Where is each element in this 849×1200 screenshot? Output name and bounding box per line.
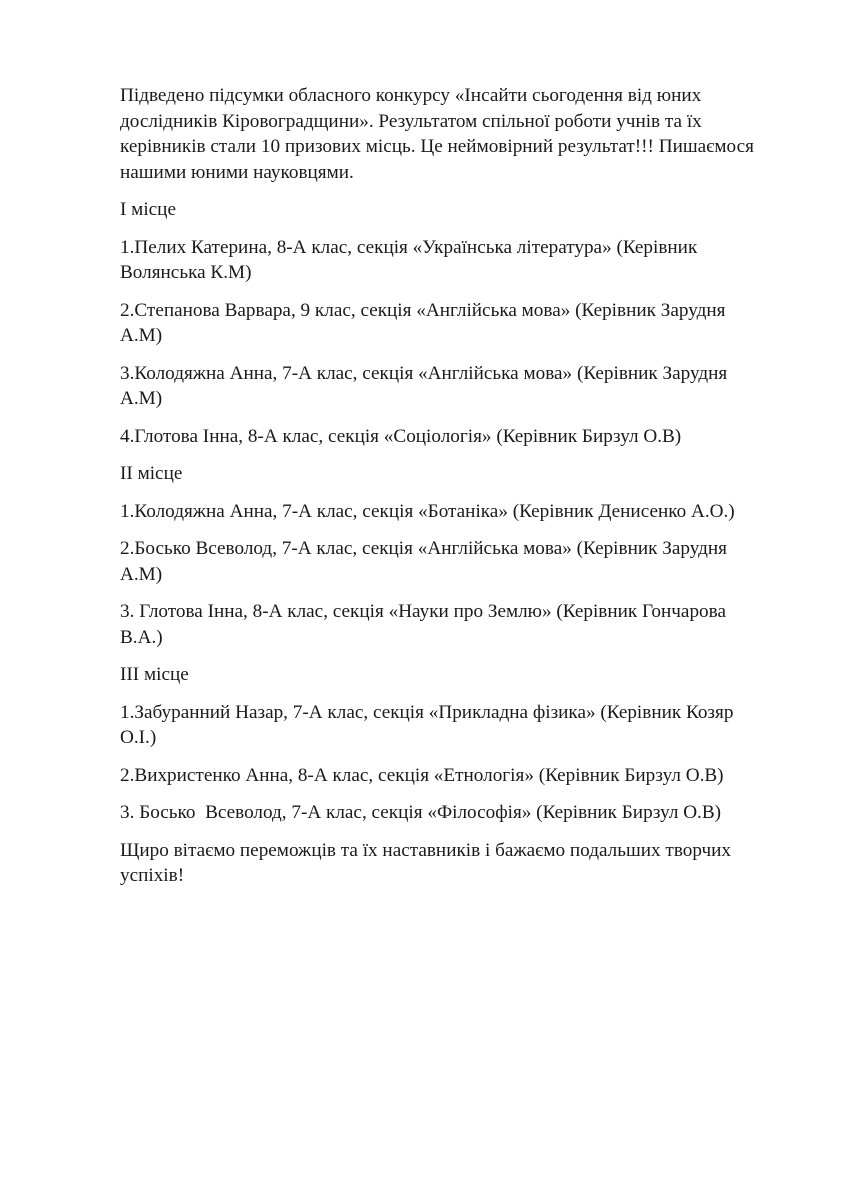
entry-line: 2.Степанова Варвара, 9 клас, секція «Англійська мова» (Керівник Зарудня <box>120 299 726 321</box>
intro-line: дослідників Кіровоградщини». Результатом спільної роботи учнів та їх <box>120 110 702 132</box>
entry-line: 1.Забуранний Назар, 7-А клас, секція «Прикладна фізика» (Керівник Козяр <box>120 701 734 723</box>
entry-line: В.А.) <box>120 626 163 648</box>
second-place-entry-3 <box>120 599 770 650</box>
entry-line: 3. Глотова Інна, 8-А клас, секція «Науки про Землю» (Керівник Гончарова <box>120 601 726 622</box>
third-place-entry-3 <box>120 800 770 826</box>
second-place-entry-2 <box>120 536 770 587</box>
entry-line: 1.Пелих Катерина, 8-А клас, секція «Українська література» (Керівник <box>120 236 698 258</box>
entry-line: 2.Босько Всеволод, 7-А клас, секція «Англійська мова» (Керівник Зарудня <box>120 538 727 559</box>
entry-line: 2.Вихристенко Анна, 8-А клас, секція «Етнологія» (Керівник Бирзул О.В) <box>120 764 724 786</box>
entry-line: 4.Глотова Інна, 8-А клас, секція «Соціологія» (Керівник Бирзул О.В) <box>120 425 682 447</box>
first-place-entry-1 <box>120 235 770 286</box>
entry-line: 1.Колодяжна Анна, 7-А клас, секція «Ботаніка» (Керівник Денисенко А.О.) <box>120 500 735 522</box>
intro-line: Підведено підсумки обласного конкурсу «Інсайти сьогодення від юних <box>120 85 702 106</box>
entry-line: А.М) <box>120 388 163 409</box>
entry-line: О.І.) <box>120 727 157 748</box>
document-body <box>120 83 770 901</box>
entry-line: Волянська К.М) <box>120 262 252 283</box>
closing-paragraph <box>120 838 770 889</box>
first-place-entry-2 <box>120 298 770 349</box>
intro-paragraph <box>120 83 770 185</box>
third-place-heading: ІІІ місце <box>120 664 189 685</box>
intro-line: керівників стали 10 призових місць. Це неймовірний результат!!! Пишаємося <box>120 136 754 157</box>
second-place-heading: ІІ місце <box>120 463 183 484</box>
closing-line: успіхів! <box>120 865 185 886</box>
first-place-entry-4 <box>120 424 770 450</box>
third-place-entry-2 <box>120 763 770 789</box>
first-place-heading: І місце <box>120 199 176 220</box>
entry-line: А.М) <box>120 563 163 585</box>
entry-line: 3. Босько Всеволод, 7-А клас, секція «Філософія» (Керівник Бирзул О.В) <box>120 802 722 823</box>
entry-line: 3.Колодяжна Анна, 7-А клас, секція «Англійська мова» (Керівник Зарудня <box>120 362 728 384</box>
intro-line: нашими юними науковцями. <box>120 161 354 183</box>
first-place-entry-3 <box>120 361 770 412</box>
entry-line: А.М) <box>120 325 163 346</box>
second-place-entry-1 <box>120 499 770 525</box>
closing-line: Щиро вітаємо переможців та їх наставників і бажаємо подальших творчих <box>120 839 731 861</box>
third-place-entry-1 <box>120 700 770 751</box>
